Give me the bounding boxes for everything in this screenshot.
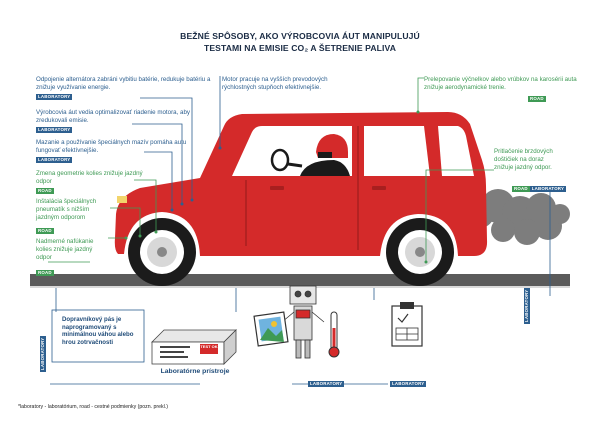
robot-icon [282, 286, 324, 358]
tag-laboratory-engine: LABORATORY [38, 127, 71, 132]
front-wheel [128, 218, 196, 286]
note-tyres: Inštalácia špeciálnych pneumatík s nižším jazdným odporom [36, 198, 97, 221]
dyno-description: Dopravníkový pás je naprogramovaný s minimálnou váhou alebo hrou zotrvačnosti [62, 316, 134, 346]
thermometer-icon [329, 312, 339, 357]
tag-laboratory-dyno: LABORATORY [40, 337, 45, 370]
tag-road-wheel-geometry: ROAD [38, 188, 52, 193]
tag-road-brakes: ROAD [514, 186, 528, 191]
tag-laboratory-bottom-1: LABORATORY [310, 381, 343, 386]
device-screen-text: TEST OK [200, 344, 218, 349]
note-lubricants: Mazanie a používanie špeciálnych mazív pomáha autu fungovať efektívnejšie. [36, 139, 187, 154]
headlight [117, 196, 127, 203]
title-line-2: TESTAMI NA EMISIE CO₂ A ŠETRENIE PALIVA [203, 43, 397, 53]
clipboard-icon [392, 302, 422, 346]
note-engine: Výrobcovia áut vedia optimalizovať riadenie motora, aby zredukovali emisie. [36, 109, 190, 124]
rear-door-handle [372, 186, 386, 190]
lab-device-icon [152, 330, 236, 364]
tag-laboratory-lubricants: LABORATORY [38, 157, 71, 162]
note-gears: Motor pracuje na vyšších prevodových rýchlostných stupňoch efektívnejšie. [222, 76, 328, 91]
tag-laboratory-right: LABORATORY [524, 289, 529, 322]
title-line-1: BEŽNÉ SPÔSOBY, AKO VÝROBCOVIA ÁUT MANIPULUJÚ [180, 31, 420, 41]
note-brakes: Pritlačenie brzdových doštičiek na doraz znižuje jazdný odpor. [494, 148, 553, 171]
front-door-handle [270, 186, 284, 190]
tag-laboratory-alternator: LABORATORY [38, 94, 71, 99]
note-wheel-geometry: Zmena geometrie kolies znižuje jazdný odpor [36, 170, 143, 185]
note-taping: Prelepovanie výčnelkov alebo vrúbkov na karosérii auta znižuje aerodynamické trenie. [424, 76, 577, 91]
note-alternator: Odpojenie alternátora zabráni vybitiu batérie, redukuje batériu a znižuje využívanie energie. [36, 76, 211, 91]
rear-wheel [386, 218, 454, 286]
note-inflation: Nadmerné nafúkanie kolies znižuje jazdný odpor [36, 238, 94, 261]
tag-laboratory-bottom-2: LABORATORY [392, 381, 425, 386]
tag-road-inflation: ROAD [38, 270, 52, 275]
tag-road-tyres: ROAD [38, 228, 52, 233]
tag-laboratory-brakes: LABORATORY [531, 186, 565, 191]
lab-equipment-label: Laboratórne prístroje [160, 368, 230, 375]
landscape-picture-icon [254, 312, 288, 346]
tag-road-taping: ROAD [530, 96, 544, 101]
footnote: *laboratory - laboratórium, road - cestné podmienky (pozn. prekl.) [18, 404, 168, 410]
tag-road-laboratory-brakes [512, 186, 566, 192]
rear-window [364, 126, 430, 176]
road-surface [30, 274, 570, 286]
